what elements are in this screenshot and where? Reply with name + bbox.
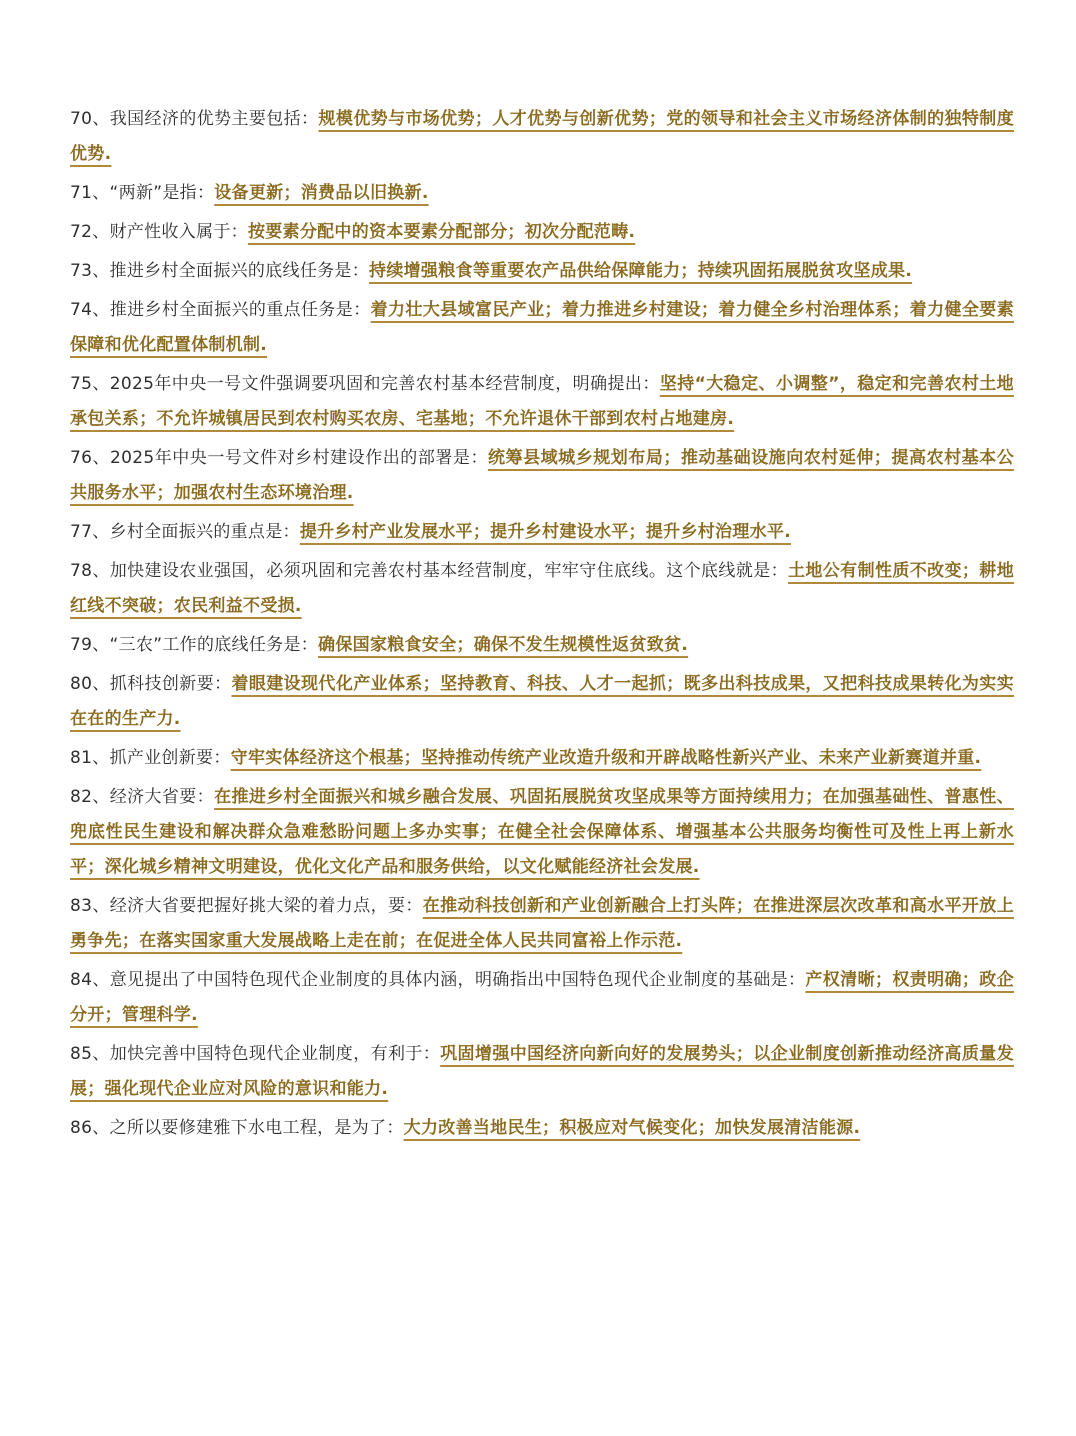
question-text: 76、2025年中央一号文件对乡村建设作出的部署是：: [70, 448, 488, 468]
answer-text: 坚持“大稳定、小调整”，稳定和完善农村土地承包关系；不允许城镇居民到农村购买农房、宅基地；不允许退休干部到农村占地建房.: [70, 374, 1014, 429]
list-item: [70, 102, 1014, 172]
answer-text: 在推动科技创新和产业创新融合上打头阵；在推进深层次改革和高水平开放上勇争先；在落实国家重大发展战略上走在前；在促进全体人民共同富裕上作示范.: [70, 896, 1014, 951]
answer-text: 着力壮大县域富民产业；着力推进乡村建设；着力健全乡村治理体系；着力健全要素保障和优化配置体制机制.: [70, 300, 1014, 355]
question-text: 83、经济大省要把握好挑大梁的着力点，要：: [70, 896, 423, 916]
answer-text: 确保国家粮食安全；确保不发生规模性返贫致贫.: [318, 635, 689, 655]
answer-text: 设备更新；消费品以旧换新.: [214, 183, 429, 203]
answer-text: 在推进乡村全面振兴和城乡融合发展、巩固拓展脱贫攻坚成果等方面持续用力；在加强基础性、普惠性、兜底性民生建设和解决群众急难愁盼问题上多办实事；在健全社会保障体系、增强基本公共服务均衡性可及性上再上新水平；深化城乡精神文明建设，优化文化产品和服务供给，以文化赋能经济社会发展.: [70, 787, 1014, 877]
list-item: [70, 780, 1014, 885]
list-item: [70, 215, 1014, 250]
list-item: [70, 367, 1014, 437]
list-item: [70, 667, 1014, 737]
question-text: 74、推进乡村全面振兴的重点任务是：: [70, 300, 371, 320]
list-item: [70, 741, 1014, 776]
list-item: [70, 628, 1014, 663]
answer-text: 提升乡村产业发展水平；提升乡村建设水平；提升乡村治理水平.: [299, 522, 792, 542]
answer-text: 统筹县域城乡规划布局；推动基础设施向农村延伸；提高农村基本公共服务水平；加强农村生态环境治理.: [70, 448, 1014, 503]
list-item: [70, 515, 1014, 550]
list-item: [70, 293, 1014, 363]
question-text: 84、意见提出了中国特色现代企业制度的具体内涵，明确指出中国特色现代企业制度的基础是：: [70, 970, 806, 990]
answer-text: 按要素分配中的资本要素分配部分；初次分配范畴.: [247, 222, 636, 242]
answer-text: 产权清晰；权责明确；政企分开；管理科学.: [70, 970, 1014, 1025]
question-text: 80、抓科技创新要：: [70, 674, 232, 694]
answer-text: 持续增强粮食等重要农产品供给保障能力；持续巩固拓展脱贫攻坚成果.: [369, 261, 913, 281]
question-text: 81、抓产业创新要：: [70, 748, 231, 768]
list-item: [70, 254, 1014, 289]
list-item: [70, 176, 1014, 211]
answer-text: 守牢实体经济这个根基；坚持推动传统产业改造升级和开辟战略性新兴产业、未来产业新赛道并重.: [230, 748, 982, 768]
question-text: 75、2025年中央一号文件强调要巩固和完善农村基本经营制度，明确提出：: [70, 374, 660, 394]
question-text: 85、加快完善中国特色现代企业制度，有利于：: [70, 1044, 441, 1064]
list-item: [70, 1111, 1014, 1146]
answer-text: 土地公有制性质不改变；耕地红线不突破；农民利益不受损.: [70, 561, 1014, 616]
question-text: 70、我国经济的优势主要包括：: [70, 109, 319, 129]
answer-text: 巩固增强中国经济向新向好的发展势头；以企业制度创新推动经济高质量发展；强化现代企业应对风险的意识和能力.: [70, 1044, 1014, 1099]
question-text: 72、财产性收入属于：: [70, 222, 248, 242]
list-item: [70, 441, 1014, 511]
question-text: 71、“两新”是指：: [70, 183, 215, 203]
question-text: 82、经济大省要：: [70, 787, 215, 807]
answer-text: 着眼建设现代化产业体系；坚持教育、科技、人才一起抓；既多出科技成果，又把科技成果转化为实实在在的生产力.: [70, 674, 1015, 729]
question-text: 79、“三农”工作的底线任务是：: [70, 635, 319, 655]
question-text: 86、之所以要修建雅下水电工程，是为了：: [70, 1118, 404, 1138]
list-item: [70, 1037, 1014, 1107]
question-text: 78、加快建设农业强国，必须巩固和完善农村基本经营制度，牢牢守住底线。这个底线就是：: [70, 561, 788, 581]
list-item: [70, 554, 1014, 624]
list-item: [70, 889, 1014, 959]
list-item: [70, 963, 1014, 1033]
question-text: 73、推进乡村全面振兴的底线任务是：: [70, 261, 370, 281]
question-text: 77、乡村全面振兴的重点是：: [70, 522, 300, 542]
answer-text: 规模优势与市场优势；人才优势与创新优势；党的领导和社会主义市场经济体制的独特制度优势.: [70, 109, 1014, 164]
question-list: [70, 102, 1014, 1150]
answer-text: 大力改善当地民生；积极应对气候变化；加快发展清洁能源.: [403, 1118, 861, 1138]
